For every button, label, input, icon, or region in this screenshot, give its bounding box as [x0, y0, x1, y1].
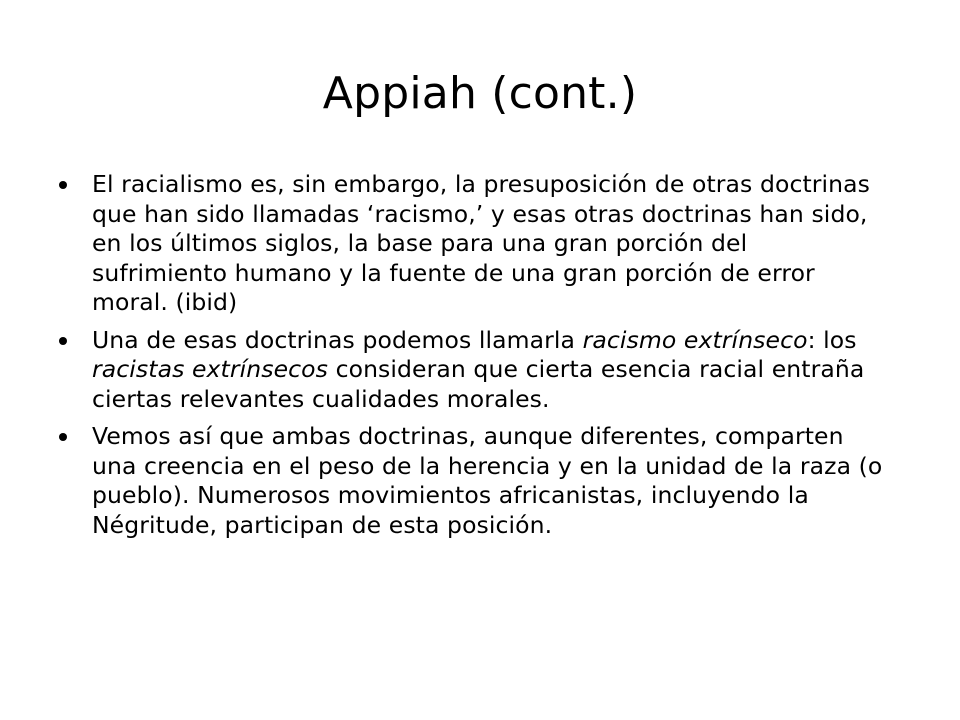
slide-title: Appiah (cont.) [322, 68, 638, 119]
bullet-text: El racialismo es, sin embargo, la presuposición de otras doctrinas que han sido llamadas ‘racismo,’ y esas otras doctrinas han sido, en los últimos siglos, la base para una gran porción del sufrimiento humano y la fuente de una gran porción de error moral. (ibid) [92, 170, 871, 316]
bullet-item-ambas-doctrinas [58, 422, 888, 540]
bullet-text-part: : los [807, 325, 857, 354]
bullet-list [58, 170, 888, 548]
bullet-item-racialismo [58, 170, 888, 318]
bullet-item-racismo-extrinseco [58, 326, 888, 415]
bullet-italic-term: racistas extrínsecos [92, 355, 328, 383]
bullet-text-part: consideran que cierta esencia racial entraña ciertas relevantes cualidades morales. [92, 355, 865, 413]
bullet-text-part: Una de esas doctrinas podemos llamarla [92, 325, 583, 354]
bullet-text: Vemos así que ambas doctrinas, aunque diferentes, comparten una creencia en el peso de la herencia y en la unidad de la raza (o pueblo). Numerosos movimientos africanistas, incluyendo la Négritude, participan de esta posición. [92, 422, 883, 539]
bullet-italic-term: racismo extrínseco [582, 325, 808, 354]
